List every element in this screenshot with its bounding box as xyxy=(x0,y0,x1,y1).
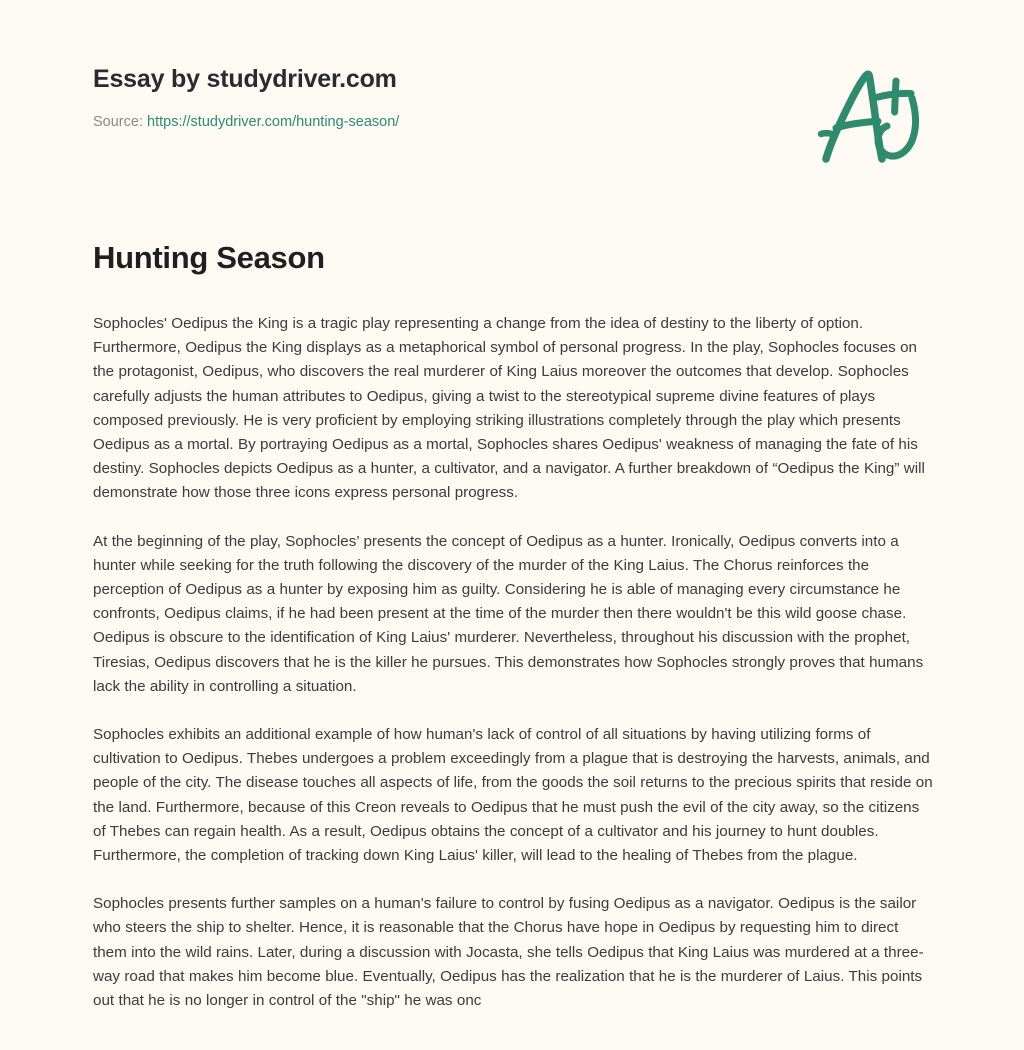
article-paragraph: At the beginning of the play, Sophocles’ presents the concept of Oedipus as a hunter. Ironically, Oedipus converts into a hunter while seeking for the truth following the discovery of the murder of the King Laius. The Chorus reinforces the perception of Oedipus as a hunter by exposing him as guilty. Considering he is able of managing every circumstance he confronts, Oedipus claims, if he had been present at the time of the murder then there wouldn't be this wild goose chase. Oedipus is obscure to the identification of King Laius' murderer. Nevertheless, throughout his discussion with the prophet, Tiresias, Oedipus discovers that he is the killer he pursues. This demonstrates how Sophocles strongly proves that humans lack the ability in controlling a situation. xyxy=(93,532,924,695)
source-label: Source: xyxy=(93,114,143,130)
article xyxy=(93,238,933,1013)
article-body xyxy=(93,312,933,1013)
article-paragraph: Sophocles' Oedipus the King is a tragic play representing a change from the idea of destiny to the liberty of option. Furthermore, Oedipus the King displays as a metaphorical symbol of personal progress. In the play, Sophocles focuses on the protagonist, Oedipus, who discovers the real murderer of King Laius moreover the outcomes that develop. Sophocles carefully adjusts the human attributes to Oedipus, giving a twist to the stereotypical supreme divine features of plays composed previously. He is very proficient by employing striking illustrations completely through the play which presents Oedipus as a mortal. By portraying Oedipus as a mortal, Sophocles shares Oedipus' weakness of managing the fate of his destiny. Sophocles depicts Oedipus as a hunter, a cultivator, and a navigator. A further breakdown of “Oedipus the King” will demonstrate how those three icons express personal progress. xyxy=(93,315,925,502)
header-text-block xyxy=(93,62,773,132)
a-plus-logo-icon xyxy=(812,62,930,168)
source-line xyxy=(93,112,773,132)
page-header xyxy=(0,0,1024,200)
source-url-link[interactable]: https://studydriver.com/hunting-season/ xyxy=(147,114,400,130)
byline: Essay by studydriver.com xyxy=(93,65,397,93)
page-title: Hunting Season xyxy=(93,240,325,275)
studydriver-logo[interactable] xyxy=(812,62,930,168)
article-paragraph: Sophocles presents further samples on a human's failure to control by fusing Oedipus as a navigator. Oedipus is the sailor who steers the ship to shelter. Hence, it is reasonable that the Chorus have hope in Oedipus by requesting him to direct them into the wild rains. Later, during a discussion with Jocasta, she tells Oedipus that King Laius was murdered at a three-way road that makes him become blue. Eventually, Oedipus has the realization that he is the murderer of Laius. This points out that he is no longer in control of the "ship" he was onc xyxy=(93,895,924,1010)
article-paragraph: Sophocles exhibits an additional example of how human's lack of control of all situations by having utilizing forms of cultivation to Oedipus. Thebes undergoes a problem exceedingly from a plague that is destroying the harvests, animals, and people of the city. The disease touches all aspects of life, from the goods the soil returns to the precious spirits that reside on the land. Furthermore, because of this Creon reveals to Oedipus that he must push the evil of the city away, so the citizens of Thebes can regain health. As a result, Oedipus obtains the concept of a cultivator and his journey to hunt doubles. Furthermore, the completion of tracking down King Laius' killer, will lead to the healing of Thebes from the plague. xyxy=(93,726,933,865)
